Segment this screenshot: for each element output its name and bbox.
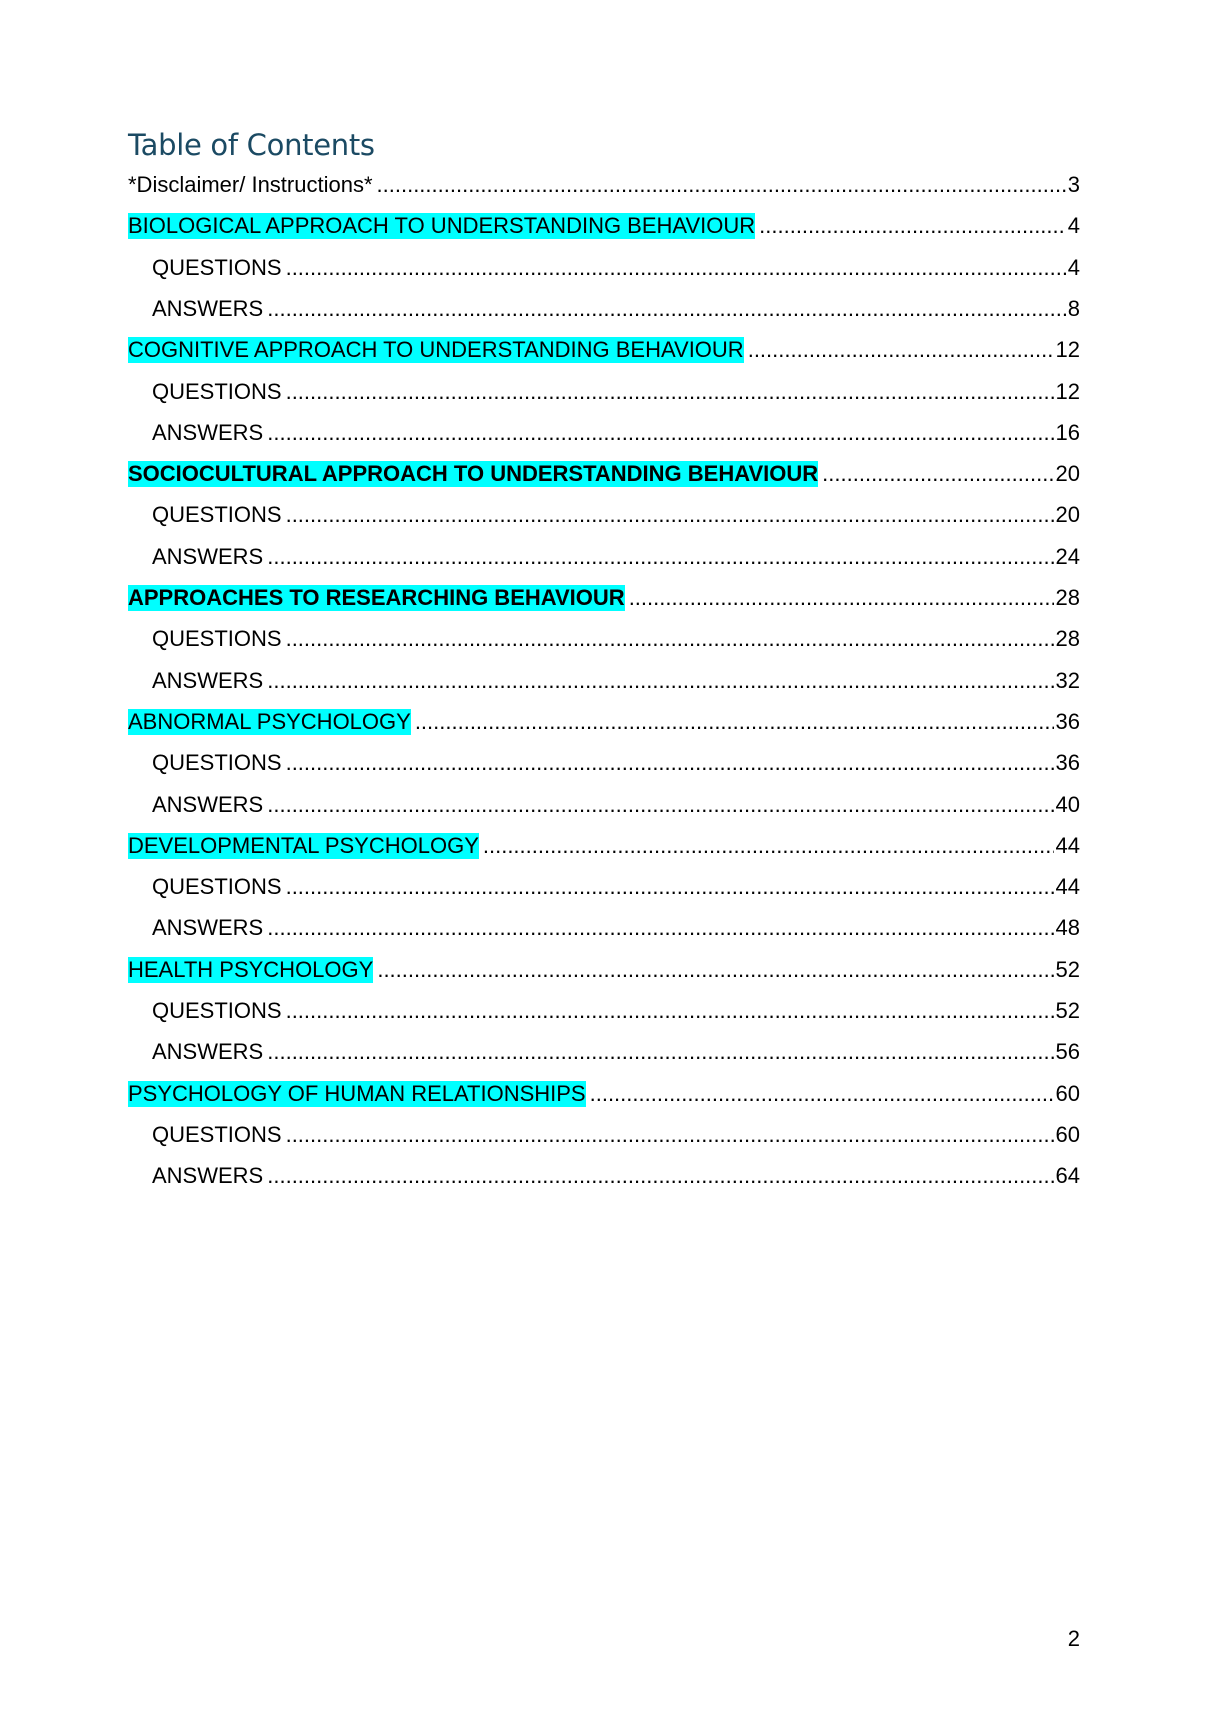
toc-entry-page-number: 8 (1067, 295, 1080, 321)
toc-entry[interactable] (128, 251, 1080, 281)
toc-entry-label: QUESTIONS (152, 998, 282, 1023)
toc-entry-label: QUESTIONS (152, 1121, 282, 1147)
toc-entry[interactable] (128, 994, 1080, 1024)
toc-entry[interactable] (128, 705, 1080, 735)
toc-entry[interactable] (128, 292, 1080, 322)
toc-dot-leader (267, 1039, 1053, 1065)
toc-entry-page-number: 3 (1067, 172, 1080, 197)
toc-entry-page-number: 20 (1055, 502, 1080, 528)
toc-entry-page-number: 4 (1067, 213, 1080, 239)
toc-entry-label: ANSWERS (152, 667, 264, 693)
toc-entry-page-number: 12 (1055, 337, 1080, 363)
toc-entry-page-number: 16 (1055, 419, 1080, 445)
toc-entry-page-number: 36 (1055, 750, 1080, 776)
toc-entry-page-number: 60 (1055, 1121, 1080, 1147)
toc-entry-label: ANSWERS (152, 419, 264, 445)
toc-entry-page-number: 32 (1055, 667, 1080, 693)
toc-entry[interactable] (128, 953, 1080, 983)
toc-entry[interactable] (128, 1077, 1080, 1107)
toc-entry[interactable] (128, 581, 1080, 611)
toc-dot-leader (267, 915, 1053, 941)
toc-entry[interactable] (128, 540, 1080, 570)
toc-entry-label: ANSWERS (152, 543, 264, 569)
toc-dot-leader (286, 1122, 1054, 1148)
toc-dot-leader (286, 750, 1054, 776)
toc-dot-leader (377, 957, 1053, 983)
toc-entry-page-number: 56 (1055, 1039, 1080, 1065)
toc-entry-label: DEVELOPMENTAL PSYCHOLOGY (128, 832, 479, 858)
toc-dot-leader (759, 213, 1066, 239)
toc-entry-label: QUESTIONS (152, 502, 282, 528)
toc-entry[interactable] (128, 1159, 1080, 1189)
toc-entry-label: QUESTIONS (152, 626, 282, 652)
toc-entry[interactable] (128, 664, 1080, 694)
toc-entry-page-number: 36 (1055, 708, 1080, 734)
toc-entry-label: QUESTIONS (152, 874, 282, 900)
toc-entry-label: ANSWERS (152, 915, 264, 941)
toc-entry[interactable] (128, 788, 1080, 818)
toc-entry[interactable] (128, 457, 1080, 487)
toc-entry-page-number: 28 (1055, 626, 1080, 652)
toc-entry[interactable] (128, 498, 1080, 528)
toc-entry-page-number: 44 (1055, 874, 1080, 900)
toc-entry-label: ANSWERS (152, 295, 264, 321)
toc-entry-page-number: 52 (1055, 956, 1080, 982)
toc-entry-page-number: 40 (1055, 791, 1080, 817)
toc-dot-leader (286, 502, 1054, 528)
toc-dot-leader (267, 544, 1053, 570)
toc-entry-label: ANSWERS (152, 1163, 264, 1189)
toc-entry-label: ABNORMAL PSYCHOLOGY (128, 708, 411, 734)
toc-dot-leader (286, 255, 1066, 281)
toc-entry-label: QUESTIONS (152, 378, 282, 404)
toc-dot-leader (267, 792, 1053, 818)
toc-dot-leader (483, 833, 1054, 859)
toc-entry[interactable] (128, 416, 1080, 446)
toc-entry-label: APPROACHES TO RESEARCHING BEHAVIOUR (128, 585, 625, 610)
toc-dot-leader (286, 626, 1054, 652)
toc-entry-page-number: 64 (1055, 1163, 1080, 1189)
toc-entry[interactable] (128, 829, 1080, 859)
toc-entry-label: COGNITIVE APPROACH TO UNDERSTANDING BEHAVIOUR (128, 337, 744, 363)
toc-dot-leader (822, 461, 1053, 487)
toc-entry-page-number: 20 (1055, 461, 1080, 487)
toc-entry-page-number: 4 (1067, 254, 1080, 280)
toc-entry[interactable] (128, 622, 1080, 652)
toc-entry-label: *Disclaimer/ Instructions* (128, 172, 373, 197)
toc-entry-label: SOCIOCULTURAL APPROACH TO UNDERSTANDING BEHAVIOUR (128, 461, 819, 487)
toc-entry[interactable] (128, 375, 1080, 405)
toc-entry[interactable] (128, 209, 1080, 239)
toc-dot-leader (415, 709, 1054, 735)
toc-entry[interactable] (128, 746, 1080, 776)
toc-dot-leader (267, 296, 1066, 322)
toc-dot-leader (590, 1081, 1054, 1107)
toc-entry-page-number: 24 (1055, 543, 1080, 569)
toc-entry-page-number: 60 (1055, 1080, 1080, 1106)
toc-dot-leader (286, 874, 1054, 900)
toc-entry[interactable] (128, 168, 1080, 198)
toc-dot-leader (629, 585, 1054, 611)
toc-dot-leader (267, 420, 1053, 446)
toc-entry[interactable] (128, 911, 1080, 941)
toc-entry-page-number: 44 (1055, 832, 1080, 858)
toc-entry-label: ANSWERS (152, 791, 264, 817)
page-number: 2 (1067, 1626, 1080, 1651)
toc-entry[interactable] (128, 870, 1080, 900)
toc-dot-leader (286, 998, 1054, 1024)
toc-entry[interactable] (128, 333, 1080, 363)
toc-dot-leader (286, 379, 1054, 405)
toc-entry-label: ANSWERS (152, 1039, 264, 1065)
toc-dot-leader (267, 1163, 1053, 1189)
toc-entry-page-number: 52 (1055, 998, 1080, 1023)
toc-entry[interactable] (128, 1118, 1080, 1148)
toc-entry-label: HEALTH PSYCHOLOGY (128, 956, 374, 982)
toc-entry-label: BIOLOGICAL APPROACH TO UNDERSTANDING BEHAVIOUR (128, 213, 756, 239)
toc-entry-label: PSYCHOLOGY OF HUMAN RELATIONSHIPS (128, 1080, 586, 1106)
toc-title: Table of Contents (128, 128, 375, 162)
toc-entry-label: QUESTIONS (152, 254, 282, 280)
toc-entry-label: QUESTIONS (152, 750, 282, 776)
toc-dot-leader (377, 172, 1066, 198)
toc-dot-leader (748, 337, 1054, 363)
toc-entry[interactable] (128, 1035, 1080, 1065)
toc-entry-page-number: 48 (1055, 915, 1080, 941)
toc-entry-page-number: 28 (1055, 585, 1080, 610)
toc-dot-leader (267, 668, 1053, 694)
toc-entry-page-number: 12 (1055, 378, 1080, 404)
